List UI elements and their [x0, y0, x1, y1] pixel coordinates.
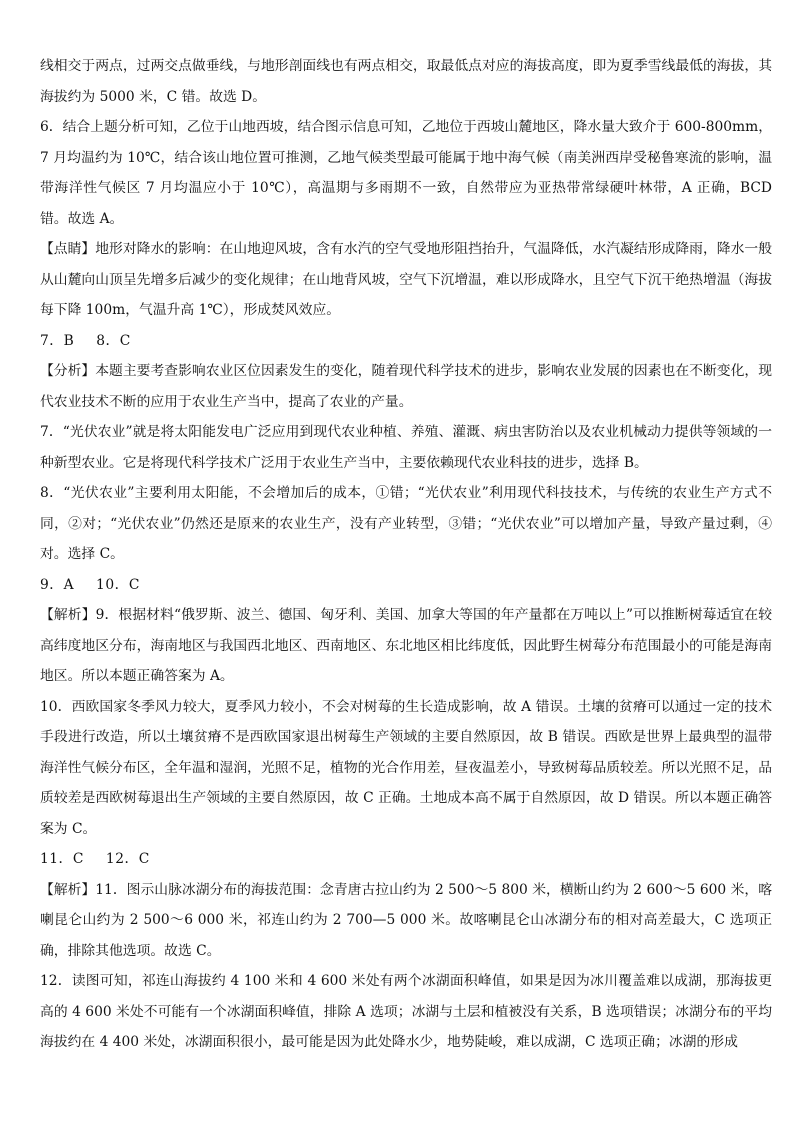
- answer-line-9-10: [40, 570, 772, 601]
- paragraph-q11: 【解析】11．图示山脉冰湖分布的海拔范围：念青唐古拉山约为 2 500～5 800 米，横断山约为 2 600～5 600 米，喀喇昆仑山约为 2 500～6 000 米，祁连山约为 2 700—5 000 米。故喀喇昆仑山冰湖分布的相对高差最大，C 选项正确，排除其他选项。故选 C。: [40, 881, 772, 959]
- answer-line-11-12: [40, 844, 772, 875]
- paragraph-q12: 12．读图可知，祁连山海拔约 4 100 米和 4 600 米处有两个冰湖面积峰值，如果是因为冰川覆盖难以成湖，那海拔更高的 4 600 米处不可能有一个冰湖面积峰值，排除 A 选项；冰湖与土层和植被没有关系，B 选项错误；冰湖分布的平均海拔约在 4 400 米处，冰湖面积很小，最可能是因为此处降水少，地势陡峻，难以成湖，C 选项正确；冰湖的形成: [40, 973, 772, 1050]
- answer-10: 10．C: [96, 576, 140, 593]
- paragraph-q6: 6．结合上题分析可知，乙位于山地西坡，结合图示信息可知，乙地位于西坡山麓地区，降水量大致介于 600-800mm，7 月均温约为 10℃，结合该山地位置可推测，乙地气候类型最可能属于地中海气候（南美洲西岸受秘鲁寒流的影响，温带海洋性气候区 7 月均温应小于 10℃），高温期与多雨期不一致，自然带应为亚热带常绿硬叶林带，A 正确，BCD 错。故选 A。: [40, 119, 772, 227]
- answer-9: 9．A: [40, 576, 75, 593]
- answer-line-7-8: [40, 326, 772, 357]
- paragraph-note: 【点睛】地形对降水的影响：在山地迎风坡，含有水汽的空气受地形阻挡抬升，气温降低，水汽凝结形成降雨，降水一般从山麓向山顶呈先增多后减少的变化规律；在山地背风坡，空气下沉增温，难以形成降水，且空气下沉干绝热增温（海拔每下降 100m，气温升高 1℃），形成焚风效应。: [40, 241, 772, 318]
- answer-12: 12．C: [105, 851, 150, 867]
- paragraph-q8: 8．“光伏农业”主要利用太阳能，不会增加后的成本，①错；“光伏农业”利用现代科技技术，与传统的农业生产方式不同，②对；“光伏农业”仍然还是原来的农业生产，没有产业转型，③错；“光伏农业”可以增加产量，导致产量过剩，④对。选择 C。: [40, 485, 772, 562]
- answer-7: 7．B: [40, 332, 75, 349]
- answer-11: 11．C: [40, 851, 84, 867]
- answer-8: 8．C: [96, 332, 131, 349]
- paragraph-q10: 10．西欧国家冬季风力较大，夏季风力较小，不会对树莓的生长造成影响，故 A 错误。土壤的贫瘠可以通过一定的技术手段进行改造，所以土壤贫瘠不是西欧国家退出树莓生产领域的主要自然原因，故 B 错误。西欧是世界上最典型的温带海洋性气候分布区，全年温和湿润，光照不足，植物的光合作用差，昼夜温差小，导致树莓品质较差。所以光照不足，品质较差是西欧树莓退出生产领域的主要自然原因，故 C 正确。土地成本高不属于自然原因，故 D 错误。所以本题正确答案为 C。: [40, 698, 772, 837]
- paragraph-q9: 【解析】9．根据材料“俄罗斯、波兰、德国、匈牙利、美国、加拿大等国的年产量都在万吨以上”可以推断树莓适宜在较高纬度地区分布，海南地区与我国西北地区、西南地区、东北地区相比纬度低，因此野生树莓分布范围最小的可能是海南地区。所以本题正确答案为 A。: [40, 607, 772, 684]
- paragraph-q5-end: 线相交于两点，过两交点做垂线，与地形剖面线也有两点相交，取最低点对应的海拔高度，即为夏季雪线最低的海拔，其海拔约为 5000 米，C 错。故选 D。: [40, 58, 772, 105]
- paragraph-analysis-7-8: 【分析】本题主要考查影响农业区位因素发生的变化，随着现代科学技术的进步，影响农业发展的因素也在不断变化，现代农业技术不断的应用于农业生产当中，提高了农业的产量。: [40, 363, 772, 410]
- paragraph-q7: 7．“光伏农业”就是将太阳能发电广泛应用到现代农业种植、养殖、灌溉、病虫害防治以及农业机械动力提供等领域的一种新型农业。它是将现代科学技术广泛用于农业生产当中，主要依赖现代农业科技的进步，选择 B。: [40, 424, 772, 471]
